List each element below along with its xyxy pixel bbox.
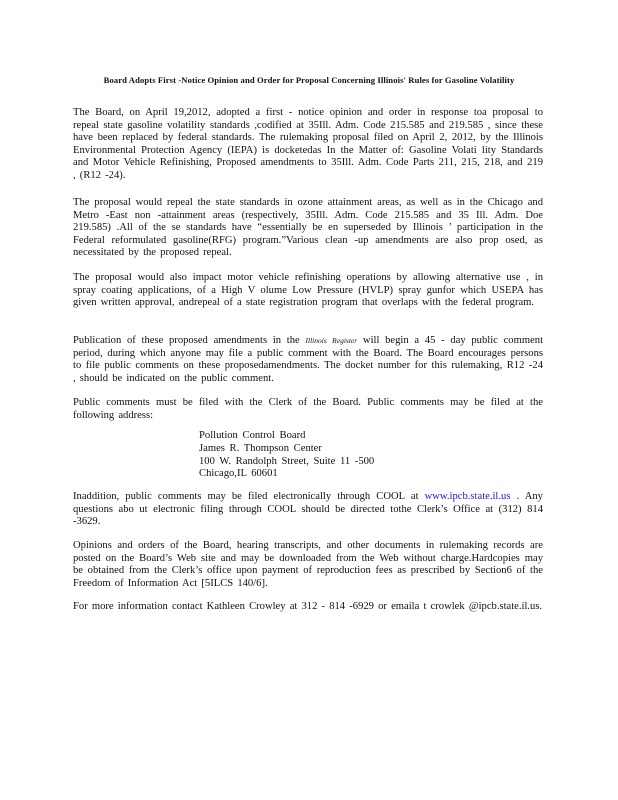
electronic-filing-text-after: . Any questions abo ut electronic filing through COOL should be directed tothe Clerk’s Office at (312) 814 -3629. <box>73 491 543 528</box>
address-line-1: Pollution Control Board <box>199 430 306 441</box>
electronic-filing-text-before: Inaddition, public comments may be filed electronically through COOL at <box>73 491 419 502</box>
mailing-address <box>199 430 374 481</box>
paragraph-proposal-summary: The Board, on April 19,2012, adopted a first - notice opinion and order in response toa proposal to repeal state gasoline volatility standards ,codified at 35Ill. Adm. Code 215.585 and 219.585 , since these have been replaced by federal standards. The rulemaking proposal filed on April 2, 2012, by the Illinois Environmental Protection Agency (IEPA) is docketedas In the Matter of: Gasoline Volati lity Standards and Motor Vehicle Refinishing, Proposed amendments to 35Ill. Adm. Code Parts 211, 215, 218, and 219 , (R12 -24). <box>73 107 543 181</box>
illinois-register-italic: Illinois Register <box>305 336 358 345</box>
address-line-2: James R. Thompson Center <box>199 442 322 454</box>
paragraph-publication <box>73 335 543 385</box>
publication-text-after: will begin a 45 - day public comment period, during which anyone may file a public comment with the Board. The Board encourages persons to file public comments on these proposedamendments. The docket number for this rulemaking, R12 -24 , should be indicated on the public comment. <box>73 335 544 384</box>
address-line-4: Chicago,IL 60601 <box>199 468 278 480</box>
paragraph-repeal-standards: The proposal would repeal the state standards in ozone attainment areas, as well as in the Chicago and Metro -East non -attainment areas (respectively, 35Ill. Adm. Code 215.585 and 35 Ill. Adm. Doe 219.585) .All of the se standards have “essentially be en superseded by Illinois ’ participation in the Federal reformulated gasoline(RFG) program.”Various clean -up amendments are also prop osed, as necessitated by the proposed repeal. <box>73 197 543 259</box>
paragraph-contact-information: For more information contact Kathleen Crowley at 312 - 814 -6929 or emaila t crowlek @ipcb.state.il.us. <box>73 601 543 612</box>
paragraph-refinishing-impact: The proposal would also impact motor vehicle refinishing operations by allowing alternative use , in spray coating applications, of a High V olume Low Pressure (HVLP) spray gunfor which USEPA has given written approval, andrepeal of a state registration program that overlaps with the federal program. <box>73 272 543 309</box>
paragraph-opinions-and-orders: Opinions and orders of the Board, hearing transcripts, and other documents in rulemaking records are posted on the Board’s Web site and may be downloaded from the Web without charge.Hardcopies may be obtained from the Clerk’s office upon payment of reproduction fees as prescribed by Section6 of the Freedom of Information Act [5ILCS 140/6]. <box>73 540 543 589</box>
address-line-3: 100 W. Randolph Street, Suite 11 -500 <box>199 455 375 467</box>
publication-text-before: Publication of these proposed amendments in the <box>73 335 300 346</box>
document-title: Board Adopts First -Notice Opinion and Order for Proposal Concerning Illinois' Rules for Gasoline Volatility <box>103 75 515 85</box>
ipcb-website-link[interactable]: www.ipcb.state.il.us <box>424 491 511 502</box>
paragraph-electronic-filing <box>73 491 543 529</box>
paragraph-filing-instructions: Public comments must be filed with the Clerk of the Board. Public comments may be filed at the following address: <box>73 397 543 421</box>
